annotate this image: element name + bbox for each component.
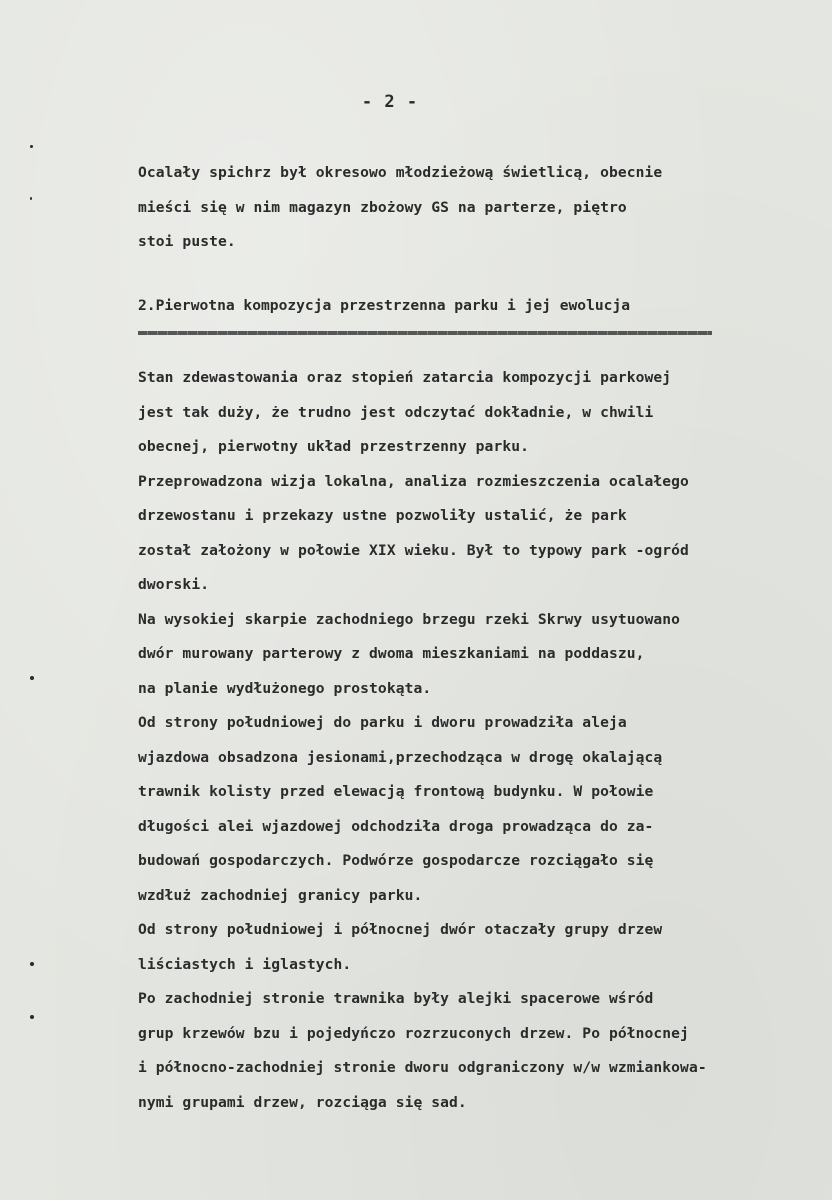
paragraph-park-composition xyxy=(138,361,828,1120)
section-heading: 2.Pierwotna kompozycja przestrzenna parku i jej ewolucja xyxy=(138,297,631,314)
text-line: obecnej, pierwotny układ przestrzenny parku. xyxy=(138,438,529,455)
text-line: Przeprowadzona wizja lokalna, analiza rozmieszczenia ocalałego xyxy=(138,472,689,490)
text-line: na planie wydłużonego prostokąta. xyxy=(138,679,432,697)
margin-speck xyxy=(30,1015,34,1019)
page-number: - 2 - xyxy=(361,92,419,112)
margin-speck xyxy=(30,145,33,148)
text-line: dwór murowany parterowy z dwoma mieszkaniami na poddaszu, xyxy=(138,645,645,662)
heading-underline xyxy=(138,331,712,335)
text-line: Ocalały spichrz był okresowo młodzieżową świetlicą, obecnie xyxy=(138,164,663,181)
text-line: jest tak duży, że trudno jest odczytać dokładnie, w chwili xyxy=(138,403,654,421)
text-line: został założony w połowie XIX wieku. Był to typowy park -ogród xyxy=(138,541,689,559)
text-line: Stan zdewastowania oraz stopień zatarcia kompozycji parkowej xyxy=(138,369,672,386)
text-line: grup krzewów bzu i pojedyńczo rozrzuconych drzew. Po północnej xyxy=(138,1024,689,1042)
text-line: wjazdowa obsadzona jesionami,przechodząca w drogę okalającą xyxy=(138,748,663,766)
text-line: drzewostanu i przekazy ustne pozwoliły ustalić, że park xyxy=(138,507,627,524)
margin-speck xyxy=(30,676,34,680)
text-line: trawnik kolisty przed elewacją frontową budynku. W połowie xyxy=(138,783,654,800)
text-line: nymi grupami drzew, rozciąga się sad. xyxy=(138,1093,467,1111)
margin-speck xyxy=(30,962,34,966)
paragraph-granary xyxy=(138,156,828,260)
text-line: Po zachodniej stronie trawnika były alejki spacerowe wśród xyxy=(138,990,654,1007)
text-line: liściastych i iglastych. xyxy=(138,955,352,973)
text-line: mieści się w nim magazyn zbożowy GS na parterze, piętro xyxy=(138,198,627,216)
text-line: stoi puste. xyxy=(138,233,236,250)
text-line: Od strony południowej i północnej dwór otaczały grupy drzew xyxy=(138,921,663,938)
text-line: Na wysokiej skarpie zachodniego brzegu rzeki Skrwy usytuowano xyxy=(138,610,681,628)
text-line: długości alei wjazdowej odchodziła droga prowadząca do za- xyxy=(138,817,654,835)
text-line: dworski. xyxy=(138,576,210,593)
margin-speck xyxy=(30,197,32,200)
text-line: budowań gospodarczych. Podwórze gospodarcze rozciągało się xyxy=(138,852,654,869)
text-line: Od strony południowej do parku i dworu prowadziła aleja xyxy=(138,714,627,731)
text-line: i północno-zachodniej stronie dworu odgraniczony w/w wzmiankowa- xyxy=(138,1059,707,1076)
text-line: wzdłuż zachodniej granicy parku. xyxy=(138,886,423,904)
